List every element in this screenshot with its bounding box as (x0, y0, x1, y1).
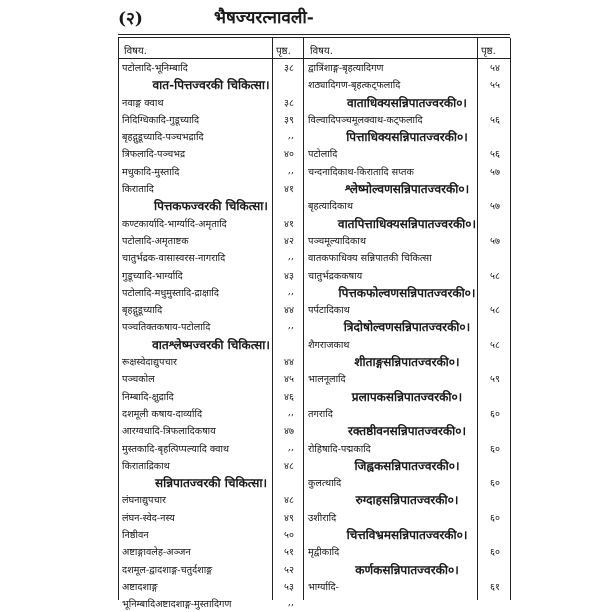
index-entry (118, 525, 304, 542)
index-entry (304, 577, 510, 594)
index-entry (118, 283, 304, 300)
entry-text: श्लेष्मोल्वणसन्निपातज्वरकी०। (344, 182, 470, 197)
index-entry (304, 144, 510, 161)
entry-page-number: ,, (287, 251, 294, 263)
entry-text: द्वात्रिंशाङ्ग-बृहत्यादिगण (308, 63, 384, 74)
section-heading (118, 196, 304, 213)
section-heading (304, 525, 510, 542)
entry-page-number: ४७ (284, 426, 294, 438)
entry-page-number: ५४ (490, 63, 500, 74)
entry-page-number: ४० (284, 149, 294, 161)
entry-text: वात-पित्तज्वरकी चिकित्सा। (152, 78, 270, 93)
entry-text: पञ्चतिक्तकषाय-पटोलादि (122, 322, 211, 334)
section-heading (118, 335, 304, 352)
entry-text: कर्णकसन्निपातज्वरकी०। (355, 562, 459, 577)
entry-text: भार्ग्यादि- (308, 581, 339, 593)
entry-text: वाताधिक्यसन्निपातज्वरकी०। (347, 95, 467, 110)
right-page-header: पृष्ठ. (481, 46, 496, 57)
index-entry (118, 317, 304, 334)
entry-page-number: ५७ (490, 235, 500, 247)
page-header (0, 0, 600, 34)
entry-text: दशमूल-द्वादशाङ्ग-चतुर्दशाङ्ग (122, 564, 213, 576)
index-entry (304, 196, 510, 213)
entry-page-number: ६० (490, 478, 500, 490)
entry-text: निदिग्धिकादि-गुडूच्यादि (122, 114, 200, 126)
top-rule-inner (118, 37, 510, 38)
left-page-header: पृष्ठ. (276, 46, 291, 57)
section-heading (304, 93, 510, 110)
entry-text: निम्बादि-क्षुद्रादि (122, 391, 174, 403)
entry-page-number: ४४ (284, 357, 294, 369)
entry-text: पर्पटादिकाथ (308, 305, 350, 317)
index-entry (118, 93, 304, 110)
index-entry (118, 231, 304, 248)
entry-text: लंघन-स्वेद-नस्य (122, 512, 175, 524)
section-heading (304, 456, 510, 473)
entry-page-number: ५७ (490, 166, 500, 178)
index-entry (118, 110, 304, 127)
index-entry (304, 404, 510, 421)
entry-text: शैगराजकाथ (308, 339, 350, 351)
entry-text: मृद्वीकादि (308, 547, 340, 559)
entry-page-number: ६० (490, 443, 500, 455)
entry-text: चन्दनादिकाथ-किरातादि सप्तक (308, 166, 414, 178)
left-subject-header: विषय. (124, 46, 147, 57)
entry-text: जिह्वकसन्निपातज्वरकी०। (354, 458, 460, 473)
entry-page-number: ४५ (284, 374, 294, 386)
entry-text: पटोलादि (308, 149, 338, 161)
entry-text: चित्तविभ्रमसन्निपातज्वरकी०। (346, 528, 468, 543)
entry-text: किरातादि (122, 184, 154, 196)
entry-text: तगरादि (308, 408, 333, 420)
entry-page-number: ,, (287, 441, 294, 453)
entry-text: वातपित्ताधिक्यसन्निपातज्वरकी०। (337, 216, 477, 231)
index-entry (118, 179, 304, 196)
index-entry (118, 369, 304, 386)
entry-page-number: ३८ (284, 97, 294, 109)
index-entry (304, 542, 510, 559)
section-heading (304, 490, 510, 507)
index-entry (304, 231, 510, 248)
entry-text: पटोलादि-अमृताष्टक (122, 235, 189, 247)
index-entry (118, 162, 304, 179)
entry-text: बृहद्गुडूच्यादि (122, 305, 163, 317)
index-entry (118, 266, 304, 283)
entry-page-number: ,, (287, 164, 294, 176)
entry-page-number: ४९ (284, 512, 294, 524)
section-heading (304, 317, 510, 334)
entry-page-number: ४४ (284, 305, 294, 317)
top-rule (118, 34, 510, 35)
index-entry (304, 473, 510, 490)
index-entry (118, 490, 304, 507)
right-column (304, 58, 510, 594)
section-heading (304, 214, 510, 231)
index-entry (118, 577, 304, 594)
entry-text: बृहत्यादिकाथ (308, 201, 353, 213)
entry-text: अष्टादशाङ्ग (122, 581, 158, 593)
entry-page-number: ४२ (284, 235, 294, 247)
index-entry (304, 162, 510, 179)
index-entry (304, 300, 510, 317)
entry-text: त्रिफलादि-पञ्चभद्र (122, 149, 186, 161)
entry-text: गुडूच्यादि-भार्ग्यादि (122, 270, 183, 282)
entry-page-number: ५१ (284, 547, 294, 559)
entry-page-number: ४१ (284, 184, 294, 196)
entry-text: पटोलादि-मधुमुस्तादि-द्राक्षादि (122, 287, 219, 299)
page-title: भैषज्यरत्नावली- (214, 8, 314, 28)
entry-text: भूनिम्बादिअष्टादशाङ्ग-मुस्तादिगण (122, 599, 232, 611)
entry-page-number: ६० (490, 512, 500, 524)
entry-text: शठ्यादिगण-बृहत्कट्फलादि (308, 80, 401, 92)
entry-page-number: ५७ (490, 201, 500, 213)
section-heading (118, 473, 304, 490)
entry-text: पटोलादि-भूनिम्बादि (122, 63, 188, 74)
entry-text: मधुकादि-मुस्तादि (122, 166, 180, 178)
entry-text: त्रिदोषोल्वणसन्निपातज्वरकी०। (343, 320, 471, 335)
entry-page-number: ४१ (284, 218, 294, 230)
entry-text: विल्वादिपञ्चमूलक्वाथ-कट्फलादि (308, 114, 423, 126)
entry-page-number: ५६ (490, 114, 500, 126)
entry-text: पित्ताधिक्यसन्निपातज्वरकी०। (346, 130, 468, 145)
entry-page-number: ,, (287, 597, 294, 609)
index-entry (304, 110, 510, 127)
section-heading (118, 75, 304, 92)
entry-page-number: ३९ (284, 114, 294, 126)
entry-text: लंघनाद्युपचार (122, 495, 166, 507)
entry-text: वातकफाधिक्य सन्निपातकी चिकित्सा (308, 253, 432, 265)
index-entry (304, 335, 510, 352)
entry-text: रूक्षस्वेदाद्युपचार (122, 357, 177, 369)
entry-page-number: ५० (284, 530, 294, 542)
entry-page-number: ४३ (284, 270, 294, 282)
entry-page-number: ,, (287, 285, 294, 297)
entry-text: निष्ठीवन (122, 530, 149, 542)
entry-page-number: ५३ (284, 581, 294, 593)
page-number: (२) (118, 9, 143, 29)
entry-text: पित्तकफोल्वणसन्निपातज्वरकी०। (338, 285, 476, 300)
index-entry (118, 439, 304, 456)
index-entry (118, 594, 304, 611)
index-entry (118, 352, 304, 369)
section-heading (304, 127, 510, 144)
entry-page-number: ५८ (490, 339, 500, 351)
index-entry (304, 58, 510, 75)
entry-text: वातश्लेष्मज्वरकी चिकित्सा। (152, 337, 270, 352)
index-entry (304, 248, 510, 265)
index-entry (118, 456, 304, 473)
entry-text: मुस्तकादि-बृहत्पिप्पल्यादि क्वाथ (122, 443, 230, 455)
entry-text: चातुर्भद्रककषाय (308, 270, 363, 282)
entry-text: भालनूलादि (308, 374, 346, 386)
entry-page-number: ४८ (284, 495, 294, 507)
index-entry (118, 421, 304, 438)
entry-text: उशीरादि (308, 512, 337, 524)
index-entry (304, 266, 510, 283)
right-subject-header: विषय. (310, 46, 333, 57)
index-entry (118, 508, 304, 525)
entry-page-number: ५८ (490, 270, 500, 282)
index-entry (304, 508, 510, 525)
entry-page-number: ,, (287, 130, 294, 142)
entry-page-number: ३८ (284, 63, 294, 74)
entry-text: कण्टकार्यादि-भार्ग्यादि-अमृतादि (122, 218, 227, 230)
entry-page-number: ५२ (284, 564, 294, 576)
entry-text: रुग्दाहसन्निपातज्वरकी०। (355, 493, 459, 508)
index-entry (118, 300, 304, 317)
entry-text: पित्तकफज्वरकी चिकित्सा। (154, 199, 268, 214)
entry-text: कुलत्थादि (308, 478, 342, 490)
entry-text: बृहद्गुडूच्यादि-पञ्चभद्रादि (122, 132, 204, 144)
right-border (510, 38, 511, 600)
entry-text: प्रलापकसन्निपातज्वरकी०। (351, 389, 463, 404)
entry-text: रोहिषादि-पद्मकादि (308, 443, 371, 455)
section-heading (304, 352, 510, 369)
index-entry (304, 369, 510, 386)
entry-text: रक्तष्ठीवनसन्निपातज्वरकी०। (347, 424, 467, 439)
entry-text: किराताद्रिकाथ (122, 460, 170, 472)
entry-page-number: ४८ (284, 460, 294, 472)
index-entry (118, 127, 304, 144)
entry-page-number: ५८ (490, 305, 500, 317)
index-entry (118, 214, 304, 231)
index-entry (304, 439, 510, 456)
index-entry (118, 144, 304, 161)
section-heading (304, 387, 510, 404)
entry-text: पञ्चकोल (122, 374, 155, 386)
section-heading (304, 283, 510, 300)
section-heading (304, 421, 510, 438)
section-heading (304, 560, 510, 577)
entry-text: अष्टाङ्गावलेह-अञ्जन (122, 547, 191, 559)
entry-page-number: ५५ (490, 80, 500, 92)
section-heading (304, 179, 510, 196)
entry-page-number: ४६ (284, 391, 294, 403)
index-entry (118, 387, 304, 404)
entry-text: चातुर्भद्रक-वासास्वरस-नागरादि (122, 253, 226, 265)
left-column (118, 58, 304, 612)
entry-text: दशमूली कषाय-दार्व्यादि (122, 408, 203, 420)
index-entry (118, 404, 304, 421)
entry-page-number: ६० (490, 408, 500, 420)
entry-page-number: ६१ (490, 581, 500, 593)
entry-page-number: ५६ (490, 149, 500, 161)
index-entry (118, 58, 304, 75)
entry-text: सन्निपातज्वरकी चिकित्सा। (154, 476, 268, 491)
entry-text: शीताङ्गसन्निपातज्वरकी०। (354, 355, 460, 370)
entry-page-number: ६० (490, 547, 500, 559)
entry-text: आरग्वधादि-त्रिफलादिकषाय (122, 426, 216, 438)
entry-page-number: ५९ (490, 374, 500, 386)
index-entry (304, 75, 510, 92)
entry-page-number: ,, (287, 320, 294, 332)
entry-text: नवाङ्ग क्वाथ (122, 97, 164, 109)
index-entry (118, 542, 304, 559)
index-entry (118, 248, 304, 265)
index-entry (118, 560, 304, 577)
entry-text: पञ्चमूल्यादिकाथ (308, 235, 366, 247)
entry-page-number: ,, (287, 406, 294, 418)
